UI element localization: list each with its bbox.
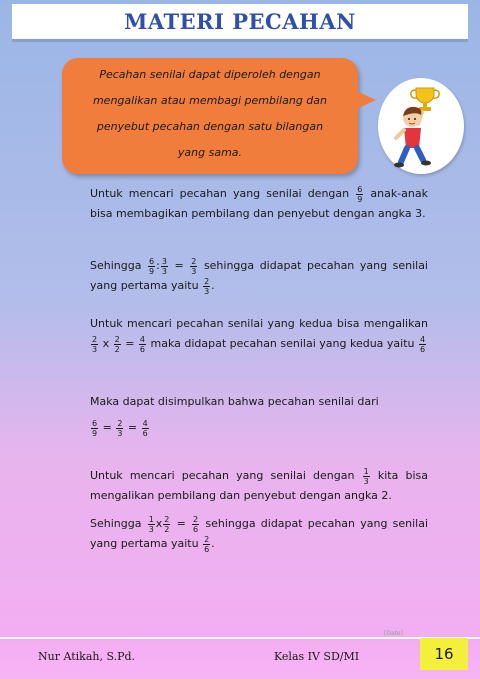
operator: x	[102, 337, 110, 350]
fraction	[192, 515, 199, 534]
text-segment: anak-anak bisa membagikan pembilang dan penyebut dengan angka 3.	[90, 187, 428, 220]
avatar-trophy-boy	[378, 78, 464, 174]
fraction	[419, 335, 426, 354]
fraction-numerator: 6	[92, 418, 98, 428]
fraction-denominator: 3	[161, 266, 167, 276]
fraction-denominator: 3	[191, 266, 197, 276]
page-number-badge: 16	[420, 638, 468, 670]
equals-sign: =	[127, 421, 138, 434]
fraction	[114, 335, 121, 354]
fraction-denominator: 3	[148, 524, 154, 534]
paragraph-example-1	[90, 256, 428, 296]
equals-sign: =	[174, 259, 184, 272]
title-bar	[12, 4, 468, 42]
callout-line: yang sama.	[177, 146, 243, 159]
fraction	[148, 515, 155, 534]
text-segment: sehingga didapat pecahan yang senilai yang pertama yaitu	[90, 517, 429, 550]
fraction	[203, 535, 210, 554]
page-title: MATERI PECAHAN	[124, 9, 356, 34]
text-segment: .	[211, 537, 215, 550]
fraction-numerator: 2	[164, 514, 170, 524]
fraction-denominator: 6	[139, 344, 146, 354]
fraction-numerator: 2	[114, 334, 120, 344]
fraction	[142, 419, 149, 438]
fraction-denominator: 6	[142, 428, 148, 438]
fraction-numerator: 6	[357, 184, 363, 194]
fraction	[91, 335, 98, 354]
operator: x	[155, 517, 163, 530]
text-segment: sehingga didapat pecahan yang senilai yang pertama yaitu	[90, 259, 428, 292]
text-segment: Untuk mencari pecahan senilai yang kedua bisa mengalikan	[90, 317, 428, 330]
fraction-numerator: 4	[420, 334, 426, 344]
fraction-denominator: 3	[363, 476, 369, 486]
paragraph-example-2	[90, 314, 428, 354]
fraction-denominator: 2	[114, 344, 120, 354]
text-segment: .	[211, 279, 215, 292]
fraction	[363, 467, 370, 486]
fraction-numerator: 2	[92, 334, 98, 344]
fraction	[148, 257, 155, 276]
fraction	[139, 335, 146, 354]
operator: :	[156, 259, 160, 272]
text-segment: Untuk mencari pecahan yang senilai dengan	[90, 187, 350, 200]
fraction-numerator: 2	[117, 418, 123, 428]
text-segment: Untuk mencari pecahan yang senilai dengan	[90, 469, 355, 482]
equals-sign: =	[125, 337, 135, 350]
fraction-denominator: 3	[204, 286, 210, 296]
fraction	[163, 515, 170, 534]
fraction-denominator: 6	[193, 524, 199, 534]
fraction	[161, 257, 168, 276]
fraction-numerator: 1	[363, 466, 369, 476]
fraction-denominator: 2	[164, 524, 170, 534]
fraction-denominator: 6	[420, 344, 426, 354]
fraction-numerator: 3	[161, 256, 167, 266]
text-segment: maka didapat pecahan senilai yang kedua yaitu	[150, 337, 415, 350]
paragraph-conclusion	[90, 392, 428, 412]
fraction	[356, 185, 363, 204]
fraction-numerator: 2	[193, 514, 199, 524]
fraction-numerator: 4	[142, 418, 148, 428]
fraction	[203, 277, 210, 296]
fraction-denominator: 3	[92, 344, 98, 354]
footer-divider	[0, 637, 480, 639]
footer-author: Nur Atikah, S.Pd.	[38, 650, 136, 663]
conclusion-equation	[90, 418, 428, 438]
fraction	[116, 419, 123, 438]
fraction-numerator: 6	[149, 256, 155, 266]
fraction-denominator: 6	[204, 544, 210, 554]
text-segment: Sehingga	[90, 259, 142, 272]
text-segment: Maka dapat disimpulkan bahwa pecahan senilai dari	[90, 395, 379, 408]
fraction-denominator: 9	[357, 194, 363, 204]
fraction-denominator: 3	[117, 428, 123, 438]
paragraph-intro-2	[90, 466, 428, 506]
fraction-numerator: 4	[139, 334, 146, 344]
fraction-denominator: 9	[149, 266, 155, 276]
fraction-numerator: 2	[204, 534, 210, 544]
date-placeholder: [Date]	[384, 630, 404, 637]
callout-tail	[350, 88, 376, 112]
fraction-numerator: 1	[148, 514, 154, 524]
fraction	[91, 419, 98, 438]
fraction	[190, 257, 197, 276]
paragraph-intro-1	[90, 184, 428, 224]
fraction-denominator: 9	[92, 428, 98, 438]
callout-text	[74, 62, 346, 166]
trophy-boy-illustration	[378, 78, 464, 174]
equals-sign: =	[176, 517, 186, 530]
text-segment: kita bisa mengalikan pembilang dan penyebut dengan angka 2.	[90, 469, 428, 502]
text-segment: Sehingga	[90, 517, 142, 530]
fraction-numerator: 2	[191, 256, 197, 266]
paragraph-example-3	[90, 514, 428, 554]
callout-line: mengalikan atau membagi pembilang dan	[92, 94, 328, 107]
footer-class: Kelas IV SD/MI	[274, 650, 360, 663]
callout-line: Pecahan senilai dapat diperoleh dengan	[99, 68, 321, 81]
callout-line: penyebut pecahan dengan satu bilangan	[96, 120, 324, 133]
equals-sign: =	[102, 421, 112, 434]
fraction-numerator: 2	[204, 276, 210, 286]
trophy-icon	[416, 88, 434, 103]
